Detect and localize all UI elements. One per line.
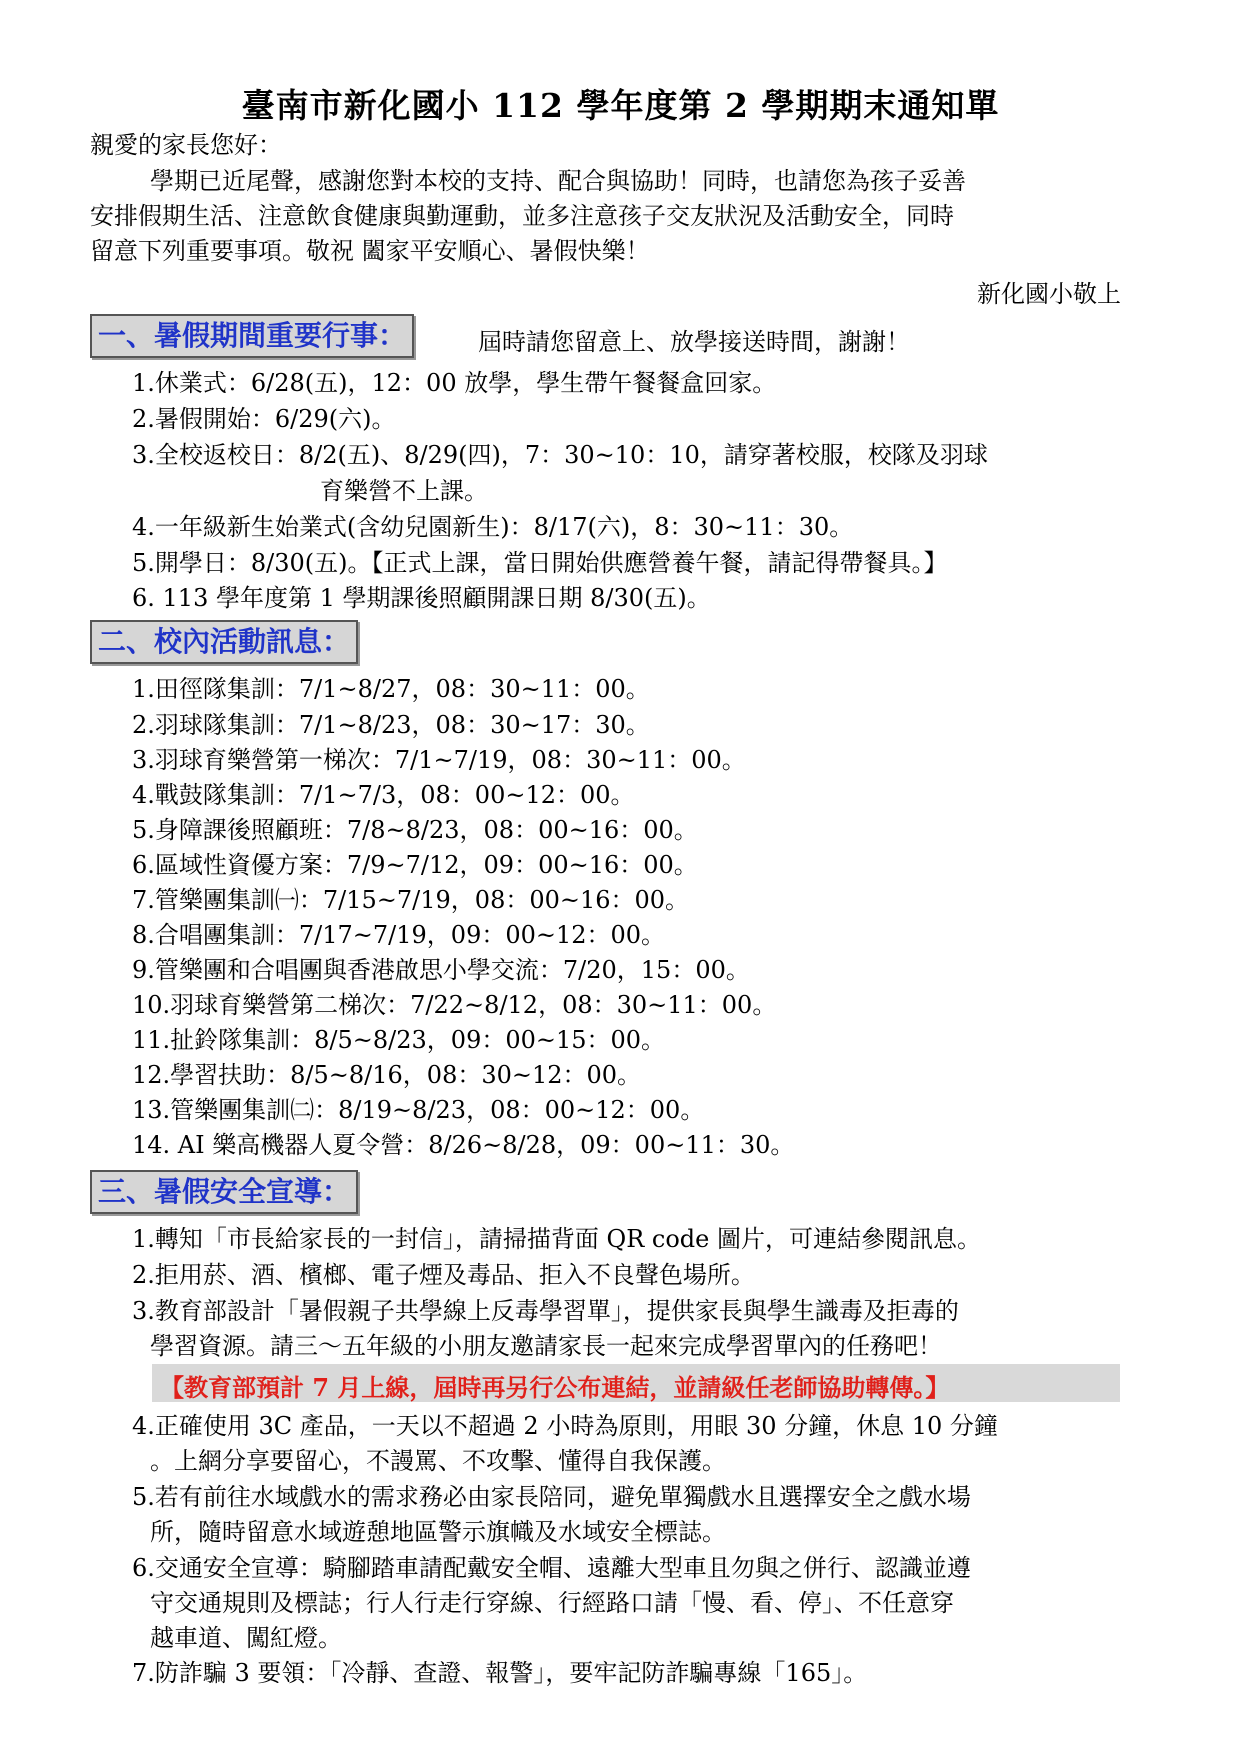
list-item: 6.區域性資優方案：7/9~7/12，09：00~16：00。 (132, 851, 698, 879)
list-item: 5.若有前往水域戲水的需求務必由家長陪同，避免單獨戲水且選擇安全之戲水場 (132, 1483, 971, 1511)
list-item: 12.學習扶助：8/5~8/16，08：30~12：00。 (132, 1061, 642, 1089)
list-item: 7.防詐騙 3 要領：「冷靜、查證、報警」，要牢記防詐騙專線「165」。 (132, 1659, 868, 1687)
list-item: 4.戰鼓隊集訓：7/1~7/3，08：00~12：00。 (132, 781, 635, 809)
section-note-1: 屆時請您留意上、放學接送時間，謝謝！ (478, 328, 910, 356)
list-item: 6.交通安全宣導：騎腳踏車請配戴安全帽、遠離大型車且勿與之併行、認識並遵 (132, 1554, 971, 1582)
list-item: 2.拒用菸、酒、檳榔、電子煙及毒品、拒入不良聲色場所。 (132, 1261, 755, 1289)
greeting: 親愛的家長您好： (90, 131, 282, 159)
highlight-notice: 【教育部預計 7 月上線，屆時再另行公布連結，並請級任老師協助轉傳。】 (160, 1373, 950, 1402)
list-item: 1.休業式：6/28(五)，12：00 放學，學生帶午餐餐盒回家。 (132, 369, 777, 397)
intro-line-1: 學期已近尾聲，感謝您對本校的支持、配合與協助！同時，也請您為孩子妥善 (150, 167, 966, 195)
list-item: 10.羽球育樂營第二梯次：7/22~8/12，08：30~11：00。 (132, 991, 777, 1019)
section-heading-1: 一、暑假期間重要行事： (90, 314, 414, 358)
list-item: 2.暑假開始：6/29(六)。 (132, 405, 396, 433)
section-heading-2: 二、校內活動訊息： (90, 620, 358, 664)
list-item: 4.一年級新生始業式(含幼兒園新生)：8/17(六)，8：30~11：30。 (132, 513, 854, 541)
list-item: 越車道、闖紅燈。 (150, 1624, 342, 1652)
list-item: 1.田徑隊集訓：7/1~8/27，08：30~11：00。 (132, 675, 650, 703)
list-item: 7.管樂團集訓㈠：7/15~7/19，08：00~16：00。 (132, 886, 690, 914)
list-item: 5.身障課後照顧班：7/8~8/23，08：00~16：00。 (132, 816, 698, 844)
list-item: 1.轉知「市長給家長的一封信」，請掃描背面 QR code 圖片，可連結參閱訊息。 (132, 1225, 981, 1253)
list-item: 9.管樂團和合唱團與香港啟思小學交流：7/20，15：00。 (132, 956, 750, 984)
list-item: 學習資源。請三～五年級的小朋友邀請家長一起來完成學習單內的任務吧！ (150, 1332, 942, 1360)
list-item: 6. 113 學年度第 1 學期課後照顧開課日期 8/30(五)。 (132, 584, 711, 612)
intro-line-3: 留意下列重要事項。敬祝 闔家平安順心、暑假快樂！ (90, 237, 650, 265)
list-item: 。上網分享要留心，不謾罵、不攻擊、懂得自我保護。 (150, 1447, 726, 1475)
list-item: 13.管樂團集訓㈡：8/19~8/23，08：00~12：00。 (132, 1096, 705, 1124)
list-item: 所，隨時留意水域遊憩地區警示旗幟及水域安全標誌。 (150, 1518, 726, 1546)
list-item: 3.羽球育樂營第一梯次：7/1~7/19，08：30~11：00。 (132, 746, 746, 774)
intro-line-2: 安排假期生活、注意飲食健康與勤運動，並多注意孩子交友狀況及活動安全，同時 (90, 202, 954, 230)
list-item: 3.教育部設計「暑假親子共學線上反毒學習單」，提供家長與學生識毒及拒毒的 (132, 1297, 959, 1325)
list-item: 守交通規則及標誌；行人行走行穿線、行經路口請「慢、看、停」、不任意穿 (150, 1589, 954, 1617)
list-item: 2.羽球隊集訓：7/1~8/23，08：30~17：30。 (132, 711, 650, 739)
list-item: 3.全校返校日：8/2(五)、8/29(四)，7：30~10：10，請穿著校服，校隊及羽球 (132, 441, 988, 469)
section-heading-3: 三、暑假安全宣導： (90, 1170, 358, 1214)
list-item: 育樂營不上課。 (320, 477, 488, 505)
page-title: 臺南市新化國小 112 學年度第 2 學期期末通知單 (241, 86, 1000, 125)
list-item: 5.開學日：8/30(五)。【正式上課，當日開始供應營養午餐，請記得帶餐具。】 (132, 549, 948, 577)
list-item: 8.合唱團集訓：7/17~7/19，09：00~12：00。 (132, 921, 666, 949)
list-item: 11.扯鈴隊集訓：8/5~8/23，09：00~15：00。 (132, 1026, 666, 1054)
list-item: 14. AI 樂高機器人夏令營：8/26~8/28，09：00~11：30。 (132, 1131, 795, 1159)
signature: 新化國小敬上 (977, 280, 1121, 308)
list-item: 4.正確使用 3C 產品，一天以不超過 2 小時為原則，用眼 30 分鐘，休息 10 分鐘 (132, 1412, 998, 1440)
